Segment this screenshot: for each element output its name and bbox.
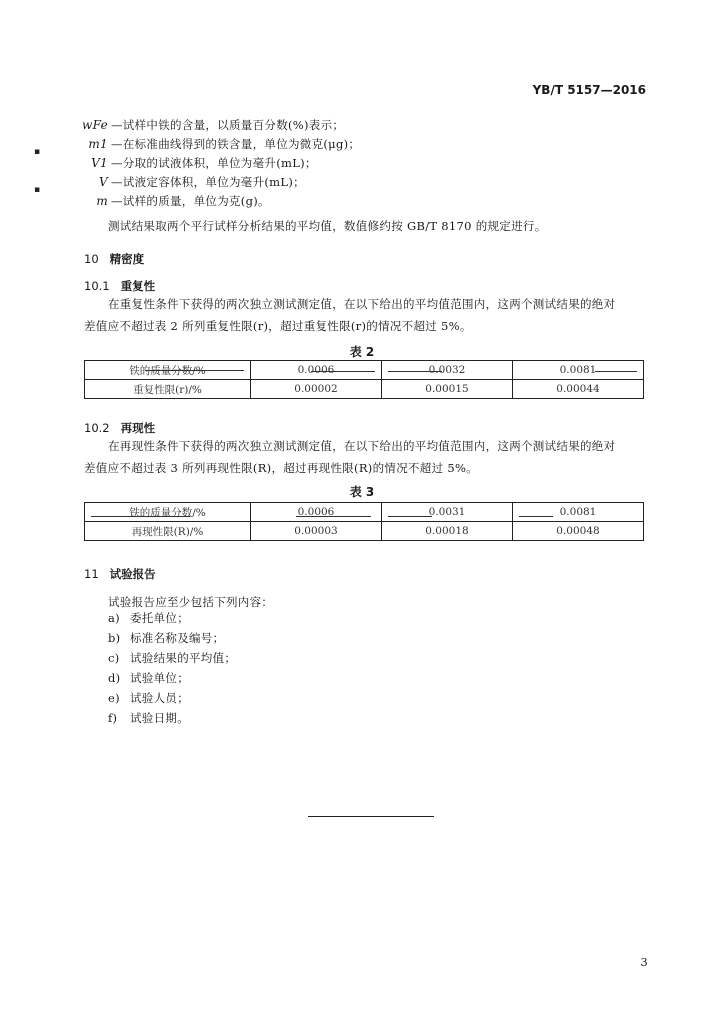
list-item-text: 试验日期。: [130, 711, 189, 725]
section-title: 试验报告: [109, 567, 156, 581]
table-cell: 0.0081: [513, 503, 644, 522]
section-heading: [84, 251, 144, 267]
subsection-heading: [84, 420, 155, 436]
margin-mark: ▪: [34, 185, 41, 195]
list-item-letter: a): [108, 611, 120, 625]
symbol-definitions: [60, 116, 360, 211]
reproducibility-table: [84, 502, 644, 541]
list-item: [108, 628, 236, 648]
definition-text: —试液定容体积，单位为毫升(mL)；: [111, 175, 305, 189]
paragraph-line: 差值应不超过表 3 所列再现性限(R)，超过再现性限(R)的情况不超过 5%。: [84, 461, 478, 475]
table-row: [85, 522, 644, 541]
table-cell: 0.00048: [513, 522, 644, 541]
definition-text: —分取的试液体积，单位为毫升(mL)；: [111, 156, 317, 170]
list-item: [108, 708, 236, 728]
paragraph-line: 在重复性条件下获得的两次独立测试测定值，在以下给出的平均值范围内，这两个测试结果的绝对: [108, 297, 616, 311]
table-caption: 表 2: [349, 345, 375, 359]
list-item: [108, 668, 236, 688]
table-header-cell: 再现性限(R)/%: [85, 522, 251, 541]
table-cell: 0.0032: [382, 361, 513, 380]
table-row: [85, 503, 644, 522]
table-row: [85, 361, 644, 380]
definition-row: [60, 173, 360, 192]
definition-symbol: wFe: [82, 118, 108, 132]
table-cell: 0.00002: [251, 380, 382, 399]
table-cell: 0.00044: [513, 380, 644, 399]
paragraph-line: 差值应不超过表 2 所列重复性限(r)，超过重复性限(r)的情况不超过 5%。: [84, 319, 472, 333]
definition-symbol: m: [96, 194, 108, 208]
table-cell: 0.0006: [251, 503, 382, 522]
table-cell: 0.0081: [513, 361, 644, 380]
standard-number: YB/T 5157—2016: [532, 83, 646, 97]
subsection-number: 10.1: [84, 279, 110, 293]
report-items-list: [108, 608, 236, 728]
definition-text: —试样的质量，单位为克(g)。: [111, 194, 270, 208]
page-number: 3: [640, 955, 648, 969]
table-cell: 0.00015: [382, 380, 513, 399]
list-item-letter: b): [108, 631, 121, 645]
table-caption: 表 3: [349, 485, 375, 499]
definition-symbol: V: [99, 175, 108, 189]
table-header-cell: 重复性限(r)/%: [85, 380, 251, 399]
paragraph-line: 在再现性条件下获得的两次独立测试测定值，在以下给出的平均值范围内，这两个测试结果的绝对: [108, 439, 616, 453]
subsection-title: 重复性: [120, 279, 156, 293]
repeatability-table: [84, 360, 644, 399]
subsection-number: 10.2: [84, 421, 110, 435]
table-header-cell: 铁的质量分数/%: [85, 361, 251, 380]
definition-row: [60, 116, 360, 135]
list-item-letter: c): [108, 651, 120, 665]
list-item-text: 试验单位；: [130, 671, 189, 685]
table-cell: 0.0006: [251, 361, 382, 380]
list-item-letter: d): [108, 671, 121, 685]
table-cell: 0.00003: [251, 522, 382, 541]
table-cell: 0.00018: [382, 522, 513, 541]
list-item-text: 试验人员；: [130, 691, 189, 705]
list-item: [108, 648, 236, 668]
list-item-letter: f): [108, 711, 118, 725]
list-item-text: 试验结果的平均值；: [130, 651, 237, 665]
result-note: 测试结果取两个平行试样分析结果的平均值，数值修约按 GB/T 8170 的规定进行。: [108, 219, 547, 233]
table-header-cell: 铁的质量分数/%: [85, 503, 251, 522]
definition-text: —在标准曲线得到的铁含量，单位为微克(μg)；: [111, 137, 361, 151]
section-heading: [84, 566, 156, 582]
list-item-letter: e): [108, 691, 120, 705]
list-item-text: 委托单位；: [130, 611, 189, 625]
definition-symbol: m1: [88, 137, 108, 151]
definition-row: [60, 192, 360, 211]
definition-text: —试样中铁的含量，以质量百分数(%)表示；: [111, 118, 345, 132]
table-row: [85, 380, 644, 399]
list-item: [108, 608, 236, 628]
definition-symbol: V1: [91, 156, 108, 170]
subsection-heading: [84, 278, 155, 294]
definition-row: [60, 135, 360, 154]
table-cell: 0.0031: [382, 503, 513, 522]
definition-row: [60, 154, 360, 173]
section-title: 精密度: [109, 252, 145, 266]
section-number: 10: [84, 252, 99, 266]
section-number: 11: [84, 567, 99, 581]
subsection-title: 再现性: [120, 421, 156, 435]
report-intro: 试验报告应至少包括下列内容：: [108, 595, 274, 609]
list-item-text: 标准名称及编号；: [130, 631, 225, 645]
margin-mark: ▪: [34, 147, 41, 157]
end-of-document-rule: [308, 816, 434, 817]
list-item: [108, 688, 236, 708]
